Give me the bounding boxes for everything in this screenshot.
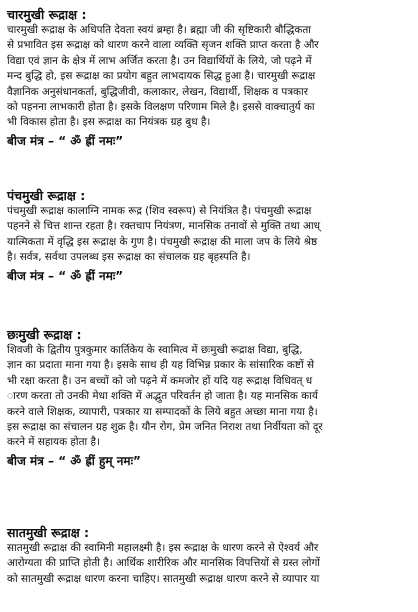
section-charmukhi: [7, 6, 412, 150]
section-heading: पंचमुखी रूद्राक्ष :: [7, 188, 86, 203]
paragraph-line: शिवजी के द्वितीय पुत्रकुमार कार्तिकेय के स्वामित्व में छःमुखी रूद्राक्ष विद्या, बुद्धि,: [7, 344, 303, 356]
section-paragraph: [7, 204, 412, 266]
paragraph-line: सातमुखी रूद्राक्ष की स्वामिनी महालक्ष्मी है। इस रूद्राक्ष के धारण करने से ऐश्वर्य और: [7, 542, 319, 554]
paragraph-line: को पहनना लाभकारी होता है। इसके विलक्षण परिणाम मिले है। इससे वाक्चातुर्य का: [7, 101, 315, 114]
paragraph-line: वैज्ञानिक अनुसंधानकर्ता, बुद्धिजीवी, कलाकार, लेखन, विद्यार्थी, शिक्षक व पत्रकार: [7, 85, 308, 98]
paragraph-line: भी रक्षा करता है। उन बच्चों को जो पढ़ने में कमजोर हों यदि यह रूद्राक्ष विधिवत् ध: [7, 374, 313, 387]
paragraph-line: को सातमुखी रूद्राक्ष धारण करना चाहिए। सातमुखी रूद्राक्ष धारण करने से व्यापार या: [7, 572, 320, 585]
section-chhahmukhi: [7, 326, 412, 470]
section-heading: चारमुखी रूद्राक्ष :: [7, 7, 87, 22]
beej-mantra: बीज मंत्र – “ ॐ ह्रीं नमः”: [7, 268, 124, 283]
paragraph-line: यात्मिकता में वृद्धि इस रूद्राक्ष के गुण है। पंचमुखी रूद्राक्ष की माला जप के लिये श्रेष्ठ: [7, 235, 318, 248]
paragraph-line: पंचमुखी रूद्राक्ष कालाग्नि नामक रूद्र (शिव स्वरूप) से नियंत्रित है। पंचमुखी रूद्राक्ष: [7, 205, 312, 217]
section-heading: सातमुखी रूद्राक्ष :: [7, 525, 90, 540]
paragraph-line: इस रूद्राक्ष का संचालन ग्रह शुक्र है। यौन रोग, प्रेम जनित निराश तथा निर्वीयता को दूर: [7, 421, 323, 434]
beej-mantra: बीज मंत्र – “ ॐ ह्रीं नमः”: [7, 133, 124, 148]
paragraph-line: मन्द बुद्धि हो, इस रूद्राक्ष का प्रयोग बहुत लाभदायक सिद्ध हुआ है। चारमुखी रूद्राक्ष: [7, 70, 316, 83]
section-paragraph: [7, 23, 412, 131]
section-paragraph: [7, 343, 412, 451]
section-heading: छःमुखी रूद्राक्ष :: [7, 327, 82, 342]
paragraph-line: पहनने से चित्त शान्त रहता है। रक्तचाप नियंत्रण, मानसिक तनावों से मुक्ति तथा आध्: [7, 220, 320, 233]
section-saatmukhi: [7, 524, 412, 587]
section-panchmukhi: [7, 187, 412, 285]
paragraph-line: करने में सहायक होता है।: [7, 436, 100, 449]
paragraph-line: भी विकास होता है। इस रूद्राक्ष का नियंत्रक ग्रह बुध है।: [7, 116, 211, 129]
paragraph-line: विद्या एवं ज्ञान के क्षेत्र में लाभ अर्जित करता है। उन विद्यार्थियों के लिये, जो पढ़ने में: [7, 54, 312, 67]
paragraph-line: है। सर्वत्र, सर्वथा उपलब्ध इस रूद्राक्ष का संचालक ग्रह बृहस्पति है।: [7, 251, 251, 264]
paragraph-line: ारण करता तो उनकी मेधा शक्ति में अद्भुत परिवर्तन हो जाता है। यह मानसिक कार्य: [7, 390, 318, 403]
paragraph-line: चारमुखी रूद्राक्ष के अधिपति देवता स्वयं ब्रम्हा है। ब्रह्मा जी की सृष्टिकारी बौद्धिकता: [7, 24, 311, 36]
section-paragraph: [7, 541, 412, 587]
paragraph-line: करने वाले शिक्षक, व्यापारी, पत्रकार या सम्पादकों के लिये बहुत अच्छा माना गया है।: [7, 405, 318, 418]
paragraph-line: से प्रभावित इस रूद्राक्ष को धारण करने वाला व्यक्ति सृजन शक्ति प्राप्त करता है और: [7, 39, 319, 52]
paragraph-line: आरोग्यता की प्राप्ति होती है। आर्थिक शारीरिक और मानसिक विपत्तियों से ग्रस्त लोगों: [7, 557, 320, 570]
paragraph-line: ज्ञान का प्रदाता माना गया है। इसके साथ ही यह विभिन्न प्रकार के सांसारिक कष्टों से: [7, 359, 314, 372]
beej-mantra: बीज मंत्र – “ ॐ ह्रीं हुम् नमः”: [7, 453, 141, 468]
